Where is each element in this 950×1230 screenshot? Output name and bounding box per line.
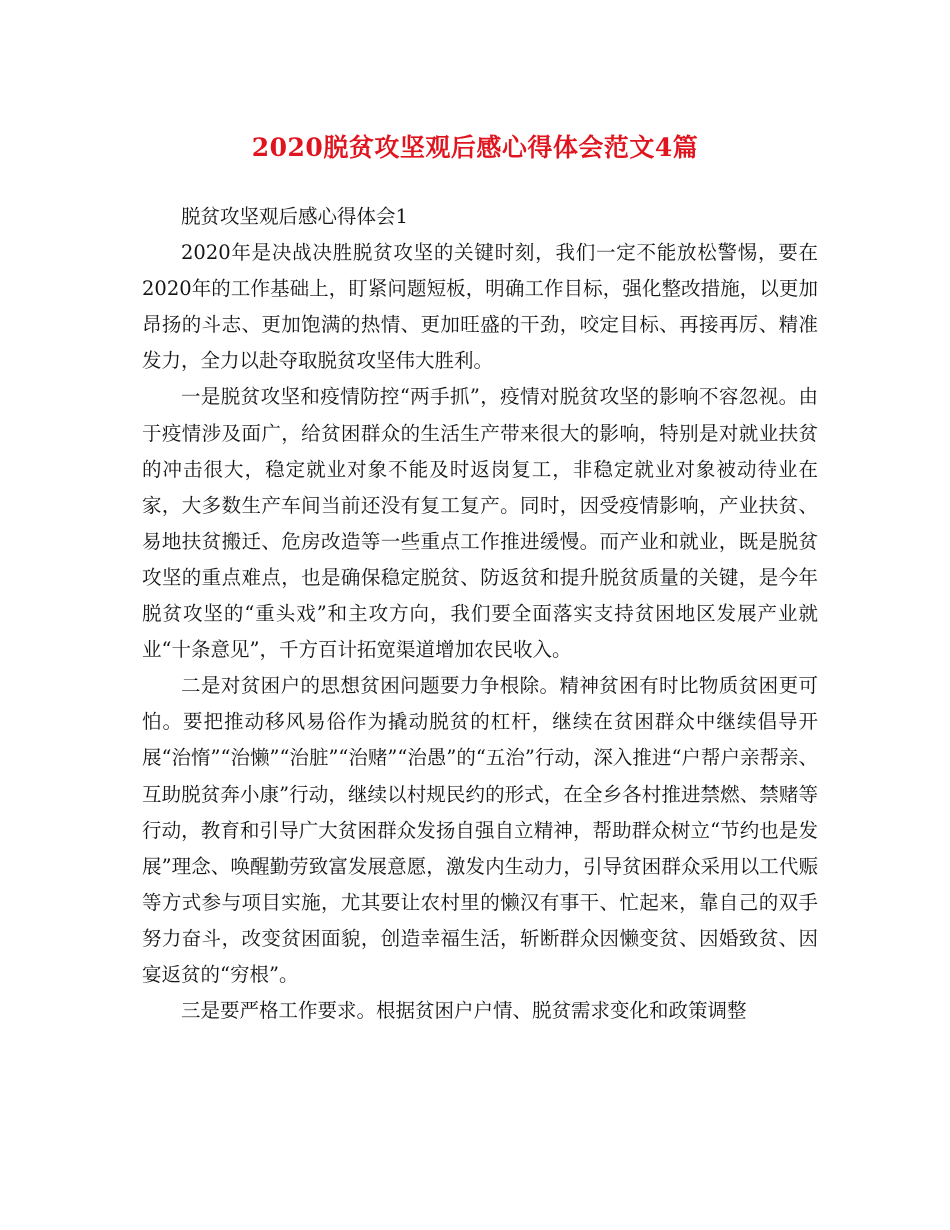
paragraph-2: 一是脱贫攻坚和疫情防控“两手抓”，疫情对脱贫攻坚的影响不容忽视。由于疫情涉及面广，给贫困群众的生活生产带来很大的影响，特别是对就业扶贫的冲击很大，稳定就业对象不能及时返岗复工，非稳定就业对象被动待业在家，大多数生产车间当前还没有复工复产。同时，因受疫情影响，产业扶贫、易地扶贫搬迁、危房改造等一些重点工作推进缓慢。而产业和就业，既是脱贫攻坚的重点难点，也是确保稳定脱贫、防返贫和提升脱贫质量的关键，是今年脱贫攻坚的“重头戏”和主攻方向，我们要全面落实支持贫困地区发展产业就业“十条意见”，千方百计拓宽渠道增加农民收入。 xyxy=(142,385,818,662)
document-body xyxy=(142,199,818,1029)
document-title: 2020脱贫攻坚观后感心得体会范文4篇 xyxy=(251,133,699,162)
section-heading: 脱贫攻坚观后感心得体会1 xyxy=(181,205,408,228)
paragraph-3: 二是对贫困户的思想贫困问题要力争根除。精神贫困有时比物质贫困更可怕。要把推动移风易俗作为撬动脱贫的杠杆，继续在贫困群众中继续倡导开展“治惰”“治懒”“治脏”“治赌”“治愚”的“五治”行动，深入推进“户帮户亲帮亲、互助脱贫奔小康”行动，继续以村规民约的形式，在全乡各村推进禁燃、禁赌等行动，教育和引导广大贫困群众发扬自强自立精神，帮助群众树立“节约也是发展”理念、唤醒勤劳致富发展意愿，激发内生动力，引导贫困群众采用以工代赈等方式参与项目实施，尤其要让农村里的懒汉有事干、忙起来，靠自己的双手努力奋斗，改变贫困面貌，创造幸福生活，斩断群众因懒变贫、因婚致贫、因宴返贫的“穷根”。 xyxy=(142,674,818,986)
paragraph-4: 三是要严格工作要求。根据贫困户户情、脱贫需求变化和政策调整 xyxy=(181,999,747,1023)
paragraph-1: 2020年是决战决胜脱贫攻坚的关键时刻，我们一定不能放松警惕，要在2020年的工作基础上，盯紧问题短板，明确工作目标，强化整改措施，以更加昂扬的斗志、更加饱满的热情、更加旺盛的干劲，咬定目标、再接再厉、精准发力，全力以赴夺取脱贫攻坚伟大胜利。 xyxy=(142,241,818,373)
